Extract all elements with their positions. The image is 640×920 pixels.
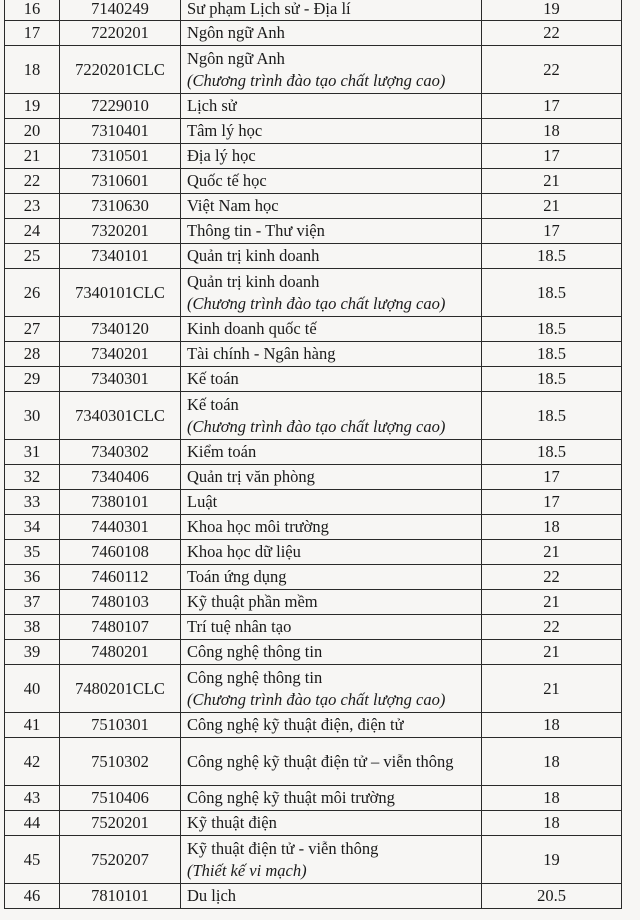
program-name-cell bbox=[181, 119, 482, 144]
admission-score: 18.5 bbox=[482, 342, 622, 367]
row-number: 38 bbox=[5, 615, 60, 640]
program-code: 7480201 bbox=[60, 640, 181, 665]
admission-score: 19 bbox=[482, 0, 622, 21]
program-code: 7340406 bbox=[60, 465, 181, 490]
program-name-cell bbox=[181, 392, 482, 440]
row-number: 22 bbox=[5, 169, 60, 194]
admission-score: 17 bbox=[482, 490, 622, 515]
program-code: 7310601 bbox=[60, 169, 181, 194]
program-name: Quản trị kinh doanh bbox=[187, 246, 320, 265]
admission-score: 22 bbox=[482, 21, 622, 46]
program-name-cell bbox=[181, 640, 482, 665]
table-row bbox=[5, 465, 622, 490]
row-number: 27 bbox=[5, 317, 60, 342]
table-row bbox=[5, 119, 622, 144]
program-name-cell bbox=[181, 490, 482, 515]
admission-score: 21 bbox=[482, 169, 622, 194]
table-row bbox=[5, 144, 622, 169]
program-code: 7510301 bbox=[60, 713, 181, 738]
program-code: 7220201CLC bbox=[60, 46, 181, 94]
program-name: Luật bbox=[187, 492, 218, 511]
program-code: 7340101CLC bbox=[60, 269, 181, 317]
program-code: 7520207 bbox=[60, 836, 181, 884]
table-row bbox=[5, 665, 622, 713]
admission-score: 18.5 bbox=[482, 367, 622, 392]
program-note: (Chương trình đào tạo chất lượng cao) bbox=[187, 416, 446, 436]
table-row bbox=[5, 836, 622, 884]
admission-score: 21 bbox=[482, 640, 622, 665]
program-name: Công nghệ thông tin bbox=[187, 667, 323, 687]
program-code: 7510406 bbox=[60, 786, 181, 811]
program-name-cell bbox=[181, 738, 482, 786]
table-row bbox=[5, 738, 622, 786]
program-name-cell bbox=[181, 342, 482, 367]
program-name: Kế toán bbox=[187, 394, 239, 414]
table-row bbox=[5, 94, 622, 119]
row-number: 44 bbox=[5, 811, 60, 836]
program-name: Quản trị kinh doanh bbox=[187, 271, 320, 291]
admission-score: 18.5 bbox=[482, 269, 622, 317]
table-row bbox=[5, 713, 622, 738]
program-name: Quốc tế học bbox=[187, 171, 267, 190]
table-row bbox=[5, 615, 622, 640]
program-name-cell bbox=[181, 811, 482, 836]
program-name: Kế toán bbox=[187, 369, 239, 388]
table-row bbox=[5, 244, 622, 269]
program-name-cell bbox=[181, 367, 482, 392]
row-number: 26 bbox=[5, 269, 60, 317]
admission-score: 17 bbox=[482, 219, 622, 244]
program-name: Công nghệ kỹ thuật điện tử – viễn thông bbox=[187, 751, 454, 771]
program-name-cell bbox=[181, 194, 482, 219]
program-name: Kỹ thuật điện bbox=[187, 813, 277, 832]
admission-score: 18.5 bbox=[482, 244, 622, 269]
row-number: 21 bbox=[5, 144, 60, 169]
row-number: 42 bbox=[5, 738, 60, 786]
program-name-cell bbox=[181, 169, 482, 194]
admission-score: 17 bbox=[482, 144, 622, 169]
table-body bbox=[5, 0, 622, 909]
program-code: 7510302 bbox=[60, 738, 181, 786]
row-number: 16 bbox=[5, 0, 60, 21]
program-code: 7310401 bbox=[60, 119, 181, 144]
program-name-cell bbox=[181, 317, 482, 342]
admission-score: 20.5 bbox=[482, 884, 622, 909]
row-number: 43 bbox=[5, 786, 60, 811]
admission-score: 22 bbox=[482, 615, 622, 640]
admission-score: 18.5 bbox=[482, 317, 622, 342]
program-name-cell bbox=[181, 786, 482, 811]
row-number: 18 bbox=[5, 46, 60, 94]
program-name-cell bbox=[181, 0, 482, 21]
admission-score: 18.5 bbox=[482, 392, 622, 440]
program-name: Trí tuệ nhân tạo bbox=[187, 617, 292, 636]
program-name-cell bbox=[181, 46, 482, 94]
table-row bbox=[5, 640, 622, 665]
program-code: 7380101 bbox=[60, 490, 181, 515]
program-note: (Chương trình đào tạo chất lượng cao) bbox=[187, 70, 446, 90]
program-name: Sư phạm Lịch sử - Địa lí bbox=[187, 0, 351, 18]
admission-score: 22 bbox=[482, 46, 622, 94]
row-number: 31 bbox=[5, 440, 60, 465]
program-code: 7220201 bbox=[60, 21, 181, 46]
program-name-cell bbox=[181, 269, 482, 317]
program-note: (Chương trình đào tạo chất lượng cao) bbox=[187, 689, 446, 709]
program-code: 7810101 bbox=[60, 884, 181, 909]
program-code: 7229010 bbox=[60, 94, 181, 119]
table-row bbox=[5, 392, 622, 440]
row-number: 37 bbox=[5, 590, 60, 615]
program-note: (Thiết kế vi mạch) bbox=[187, 860, 307, 880]
row-number: 46 bbox=[5, 884, 60, 909]
program-code: 7480103 bbox=[60, 590, 181, 615]
admission-score: 18 bbox=[482, 713, 622, 738]
admission-score: 17 bbox=[482, 94, 622, 119]
program-name-cell bbox=[181, 244, 482, 269]
row-number: 41 bbox=[5, 713, 60, 738]
program-name-cell bbox=[181, 540, 482, 565]
program-code: 7340301 bbox=[60, 367, 181, 392]
row-number: 25 bbox=[5, 244, 60, 269]
table-row bbox=[5, 590, 622, 615]
admission-score: 17 bbox=[482, 465, 622, 490]
admission-score: 18 bbox=[482, 119, 622, 144]
row-number: 28 bbox=[5, 342, 60, 367]
program-name-cell bbox=[181, 590, 482, 615]
program-name-cell bbox=[181, 836, 482, 884]
program-name: Kinh doanh quốc tế bbox=[187, 319, 317, 338]
program-name: Công nghệ thông tin bbox=[187, 642, 323, 661]
program-code: 7460112 bbox=[60, 565, 181, 590]
table-row bbox=[5, 367, 622, 392]
program-name: Việt Nam học bbox=[187, 196, 279, 215]
row-number: 33 bbox=[5, 490, 60, 515]
program-code: 7480107 bbox=[60, 615, 181, 640]
program-name-cell bbox=[181, 440, 482, 465]
table-row bbox=[5, 21, 622, 46]
row-number: 34 bbox=[5, 515, 60, 540]
admission-score: 18 bbox=[482, 811, 622, 836]
row-number: 32 bbox=[5, 465, 60, 490]
program-code: 7440301 bbox=[60, 515, 181, 540]
table-row bbox=[5, 540, 622, 565]
program-code: 7140249 bbox=[60, 0, 181, 21]
program-name: Du lịch bbox=[187, 886, 237, 905]
program-name: Lịch sử bbox=[187, 96, 237, 115]
program-name-cell bbox=[181, 144, 482, 169]
table-row bbox=[5, 515, 622, 540]
program-name-cell bbox=[181, 21, 482, 46]
table-row bbox=[5, 565, 622, 590]
program-code: 7460108 bbox=[60, 540, 181, 565]
program-name-cell bbox=[181, 615, 482, 640]
row-number: 40 bbox=[5, 665, 60, 713]
row-number: 19 bbox=[5, 94, 60, 119]
row-number: 23 bbox=[5, 194, 60, 219]
program-name: Kỹ thuật phần mềm bbox=[187, 592, 318, 611]
program-name-cell bbox=[181, 515, 482, 540]
program-name-cell bbox=[181, 665, 482, 713]
table-row bbox=[5, 194, 622, 219]
row-number: 29 bbox=[5, 367, 60, 392]
admission-score: 18 bbox=[482, 786, 622, 811]
row-number: 45 bbox=[5, 836, 60, 884]
table-row bbox=[5, 440, 622, 465]
row-number: 35 bbox=[5, 540, 60, 565]
program-code: 7520201 bbox=[60, 811, 181, 836]
program-name: Quản trị văn phòng bbox=[187, 467, 315, 486]
program-code: 7340301CLC bbox=[60, 392, 181, 440]
table-row bbox=[5, 342, 622, 367]
table-row bbox=[5, 269, 622, 317]
program-code: 7310501 bbox=[60, 144, 181, 169]
admission-score: 18 bbox=[482, 515, 622, 540]
table-row bbox=[5, 0, 622, 21]
program-code: 7340101 bbox=[60, 244, 181, 269]
program-name-cell bbox=[181, 713, 482, 738]
program-name: Ngôn ngữ Anh bbox=[187, 23, 285, 42]
program-name-cell bbox=[181, 465, 482, 490]
admission-score-table bbox=[4, 0, 622, 909]
row-number: 39 bbox=[5, 640, 60, 665]
program-name: Toán ứng dụng bbox=[187, 567, 287, 586]
table-row bbox=[5, 490, 622, 515]
table-row bbox=[5, 811, 622, 836]
program-name-cell bbox=[181, 884, 482, 909]
table-row bbox=[5, 169, 622, 194]
program-name-cell bbox=[181, 94, 482, 119]
program-name: Khoa học dữ liệu bbox=[187, 542, 301, 561]
program-code: 7310630 bbox=[60, 194, 181, 219]
table-row bbox=[5, 786, 622, 811]
program-name: Công nghệ kỹ thuật điện, điện tử bbox=[187, 715, 404, 734]
admission-score: 18 bbox=[482, 738, 622, 786]
program-name: Kỹ thuật điện tử - viễn thông bbox=[187, 838, 379, 858]
admission-score: 21 bbox=[482, 665, 622, 713]
program-code: 7340120 bbox=[60, 317, 181, 342]
admission-score: 18.5 bbox=[482, 440, 622, 465]
row-number: 17 bbox=[5, 21, 60, 46]
program-code: 7320201 bbox=[60, 219, 181, 244]
row-number: 30 bbox=[5, 392, 60, 440]
table-row bbox=[5, 884, 622, 909]
program-code: 7340302 bbox=[60, 440, 181, 465]
admission-score: 21 bbox=[482, 540, 622, 565]
program-name: Công nghệ kỹ thuật môi trường bbox=[187, 788, 395, 807]
table-row bbox=[5, 46, 622, 94]
admission-score: 21 bbox=[482, 590, 622, 615]
table-row bbox=[5, 219, 622, 244]
admission-score: 19 bbox=[482, 836, 622, 884]
program-name-cell bbox=[181, 565, 482, 590]
admission-score: 22 bbox=[482, 565, 622, 590]
table-row bbox=[5, 317, 622, 342]
program-name: Tài chính - Ngân hàng bbox=[187, 344, 336, 363]
program-name: Thông tin - Thư viện bbox=[187, 221, 325, 240]
program-code: 7480201CLC bbox=[60, 665, 181, 713]
program-name: Tâm lý học bbox=[187, 121, 263, 140]
row-number: 24 bbox=[5, 219, 60, 244]
program-name: Khoa học môi trường bbox=[187, 517, 329, 536]
program-name-cell bbox=[181, 219, 482, 244]
program-name: Ngôn ngữ Anh bbox=[187, 48, 285, 68]
program-name: Kiểm toán bbox=[187, 442, 257, 461]
row-number: 36 bbox=[5, 565, 60, 590]
program-name: Địa lý học bbox=[187, 146, 256, 165]
admission-score: 21 bbox=[482, 194, 622, 219]
program-note: (Chương trình đào tạo chất lượng cao) bbox=[187, 293, 446, 313]
row-number: 20 bbox=[5, 119, 60, 144]
program-code: 7340201 bbox=[60, 342, 181, 367]
